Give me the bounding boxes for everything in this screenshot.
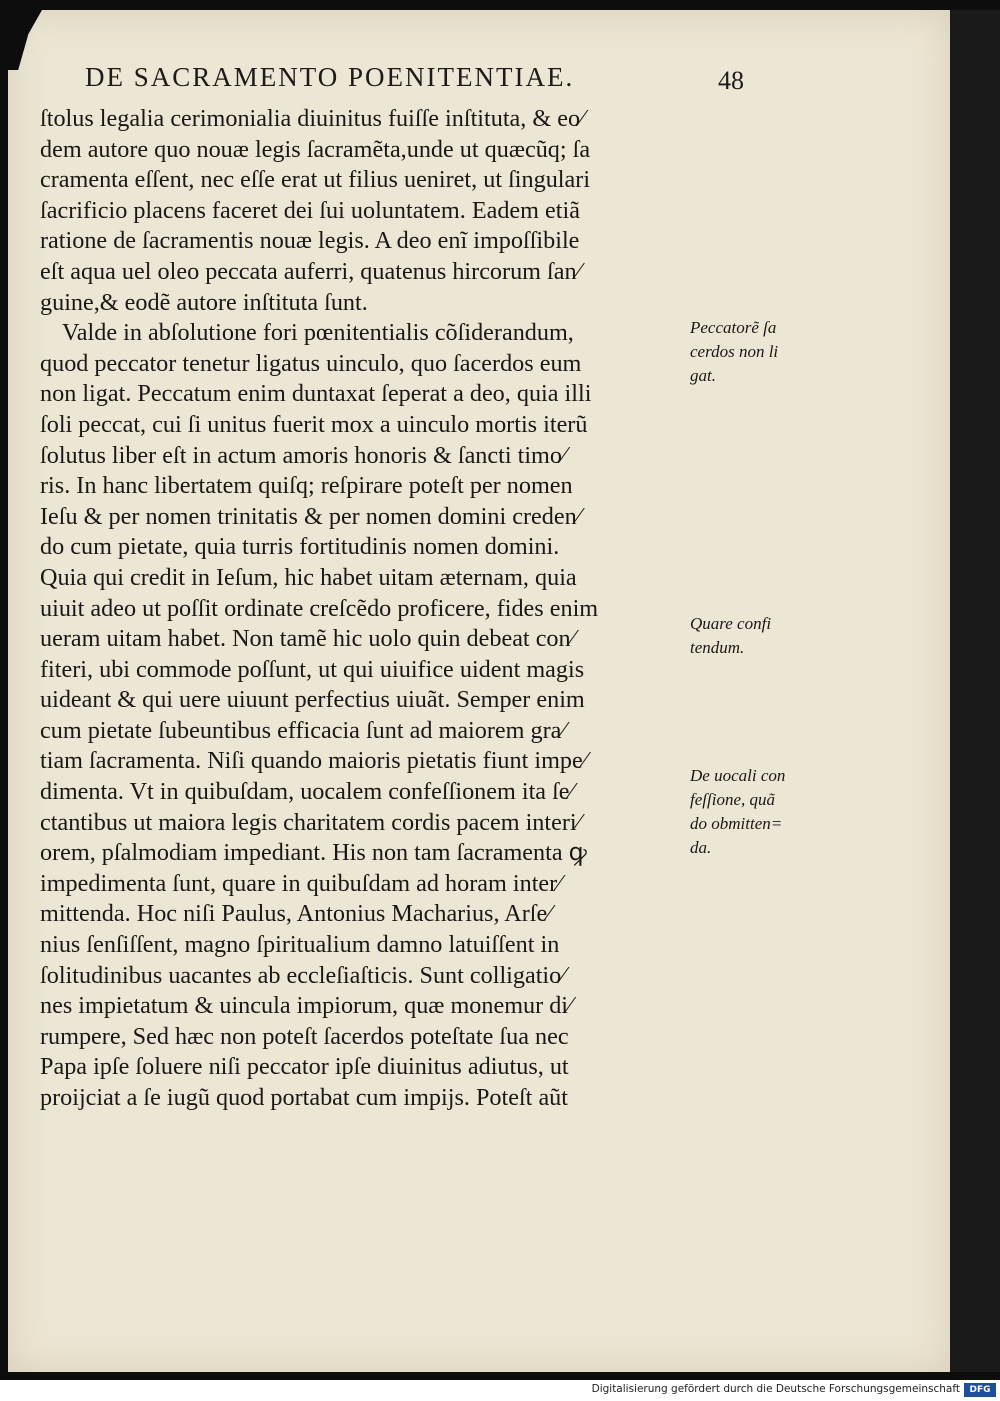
running-title: DE SACRAMENTO POENITENTIAE. (85, 62, 575, 92)
margin-note-line: feſſione, quã (690, 790, 775, 809)
margin-note-de-uocali (690, 764, 820, 860)
text-line: Ieſu & per nomen trinitatis & per nomen domini creden⁄ (40, 502, 581, 530)
text-line: Papa ipſe ſoluere niſi peccator ipſe diuinitus adiutus, ut (40, 1053, 569, 1081)
dfg-logo: DFG (964, 1383, 996, 1397)
text-line: impedimenta ſunt, quare in quibuſdam ad horam inter⁄ (40, 869, 562, 897)
text-line: dem autore quo nouæ legis ſacramẽta,unde ut quæcũq; ſa (40, 135, 591, 163)
text-line: nes impietatum & uincula impiorum, quæ monemur di⁄ (40, 992, 573, 1020)
text-line: ſolutus liber eſt in actum amoris honoris & ſancti timo⁄ (40, 441, 567, 469)
text-line: uiuit adeo ut poſſit ordinate creſcẽdo proficere, fides enim (40, 594, 599, 622)
text-line: do cum pietate, quia turris fortitudinis nomen domini. (40, 533, 560, 561)
folio-number: 48 (718, 66, 744, 95)
text-line: fiteri, ubi commode poſſunt, ut qui uiuifice uident magis (40, 655, 585, 683)
text-line: uideant & qui uere uiuunt perfectius uiuãt. Semper enim (40, 686, 585, 714)
text-line: ſacrificio placens faceret dei ſui uoluntatem. Eadem etiã (40, 196, 580, 224)
funding-credit: Digitalisierung gefördert durch die Deutsche Forschungsgemeinschaft (591, 1383, 960, 1395)
text-line: orem, pſalmodiam impediant. His non tam ſacramenta ꝙ (40, 839, 587, 867)
text-line: guine,& eodẽ autore inſtituta ſunt. (40, 288, 368, 316)
margin-note-quare-confitendum (690, 612, 820, 660)
text-line: ratione de ſacramentis nouæ legis. A deo enĩ impoſſibile (40, 227, 580, 255)
text-line: Quia qui credit in Ieſum, hic habet uitam æternam, quia (40, 563, 577, 591)
text-line: ſtolus legalia cerimonialia diuinitus fuiſſe inſtituta, & eo⁄ (40, 105, 585, 132)
text-line: Valde in abſolutione fori pœnitentialis cõſiderandum, (62, 319, 574, 347)
text-line: mittenda. Hoc niſi Paulus, Antonius Macharius, Arſe⁄ (40, 900, 552, 928)
margin-note-line: do obmitten= (690, 814, 783, 833)
text-line: cum pietate ſubeuntibus efficacia ſunt ad maiorem gra⁄ (40, 716, 566, 744)
margin-note-line: gat. (690, 366, 716, 385)
text-line: ris. In hanc libertatem quiſq; reſpirare poteſt per nomen (40, 472, 573, 500)
text-line: ſolitudinibus uacantes ab eccleſiaſticis. Sunt colligatio⁄ (40, 961, 566, 989)
margin-note-line: da. (690, 838, 712, 857)
text-line: tiam ſacramenta. Niſi quando maioris pietatis fiunt impe⁄ (40, 747, 587, 775)
margin-note-line: Peccatorẽ ſa (690, 318, 777, 337)
text-line: cramenta eſſent, nec eſſe erat ut filius ueniret, ut ſingulari (40, 166, 591, 194)
text-line: non ligat. Peccatum enim duntaxat ſeperat a deo, quia illi (40, 380, 592, 408)
text-line: proijciat a ſe iugũ quod portabat cum impijs. Poteſt aũt (40, 1084, 568, 1111)
body-text (40, 104, 690, 1114)
margin-note-line: tendum. (690, 638, 745, 657)
text-line: ueram uitam habet. Non tamẽ hic uolo quin debeat con⁄ (40, 625, 575, 653)
text-line: ſoli peccat, cui ſi unitus fuerit mox a uinculo mortis iterũ (40, 410, 588, 438)
text-line: rumpere, Sed hæc non poteſt ſacerdos poteſtate ſua nec (40, 1022, 569, 1050)
page-edge (950, 10, 1000, 1372)
text-line: quod peccator tenetur ligatus uinculo, quo ſacerdos eum (40, 349, 582, 377)
margin-note-line: Quare confi (690, 614, 772, 633)
text-line: eſt aqua uel oleo peccata auferri, quatenus hircorum ſan⁄ (40, 257, 581, 285)
text-line: dimenta. Vt in quibuſdam, uocalem confeſſionem ita ſe⁄ (40, 778, 574, 806)
margin-note-line: cerdos non li (690, 342, 779, 361)
margin-note-line: De uocali con (690, 766, 786, 785)
text-line: ctantibus ut maiora legis charitatem cordis pacem interi⁄ (40, 808, 581, 836)
text-line: nius ſenſiſſent, magno ſpiritualium damno latuiſſent in (40, 931, 560, 959)
margin-note-peccatorem (690, 316, 820, 388)
